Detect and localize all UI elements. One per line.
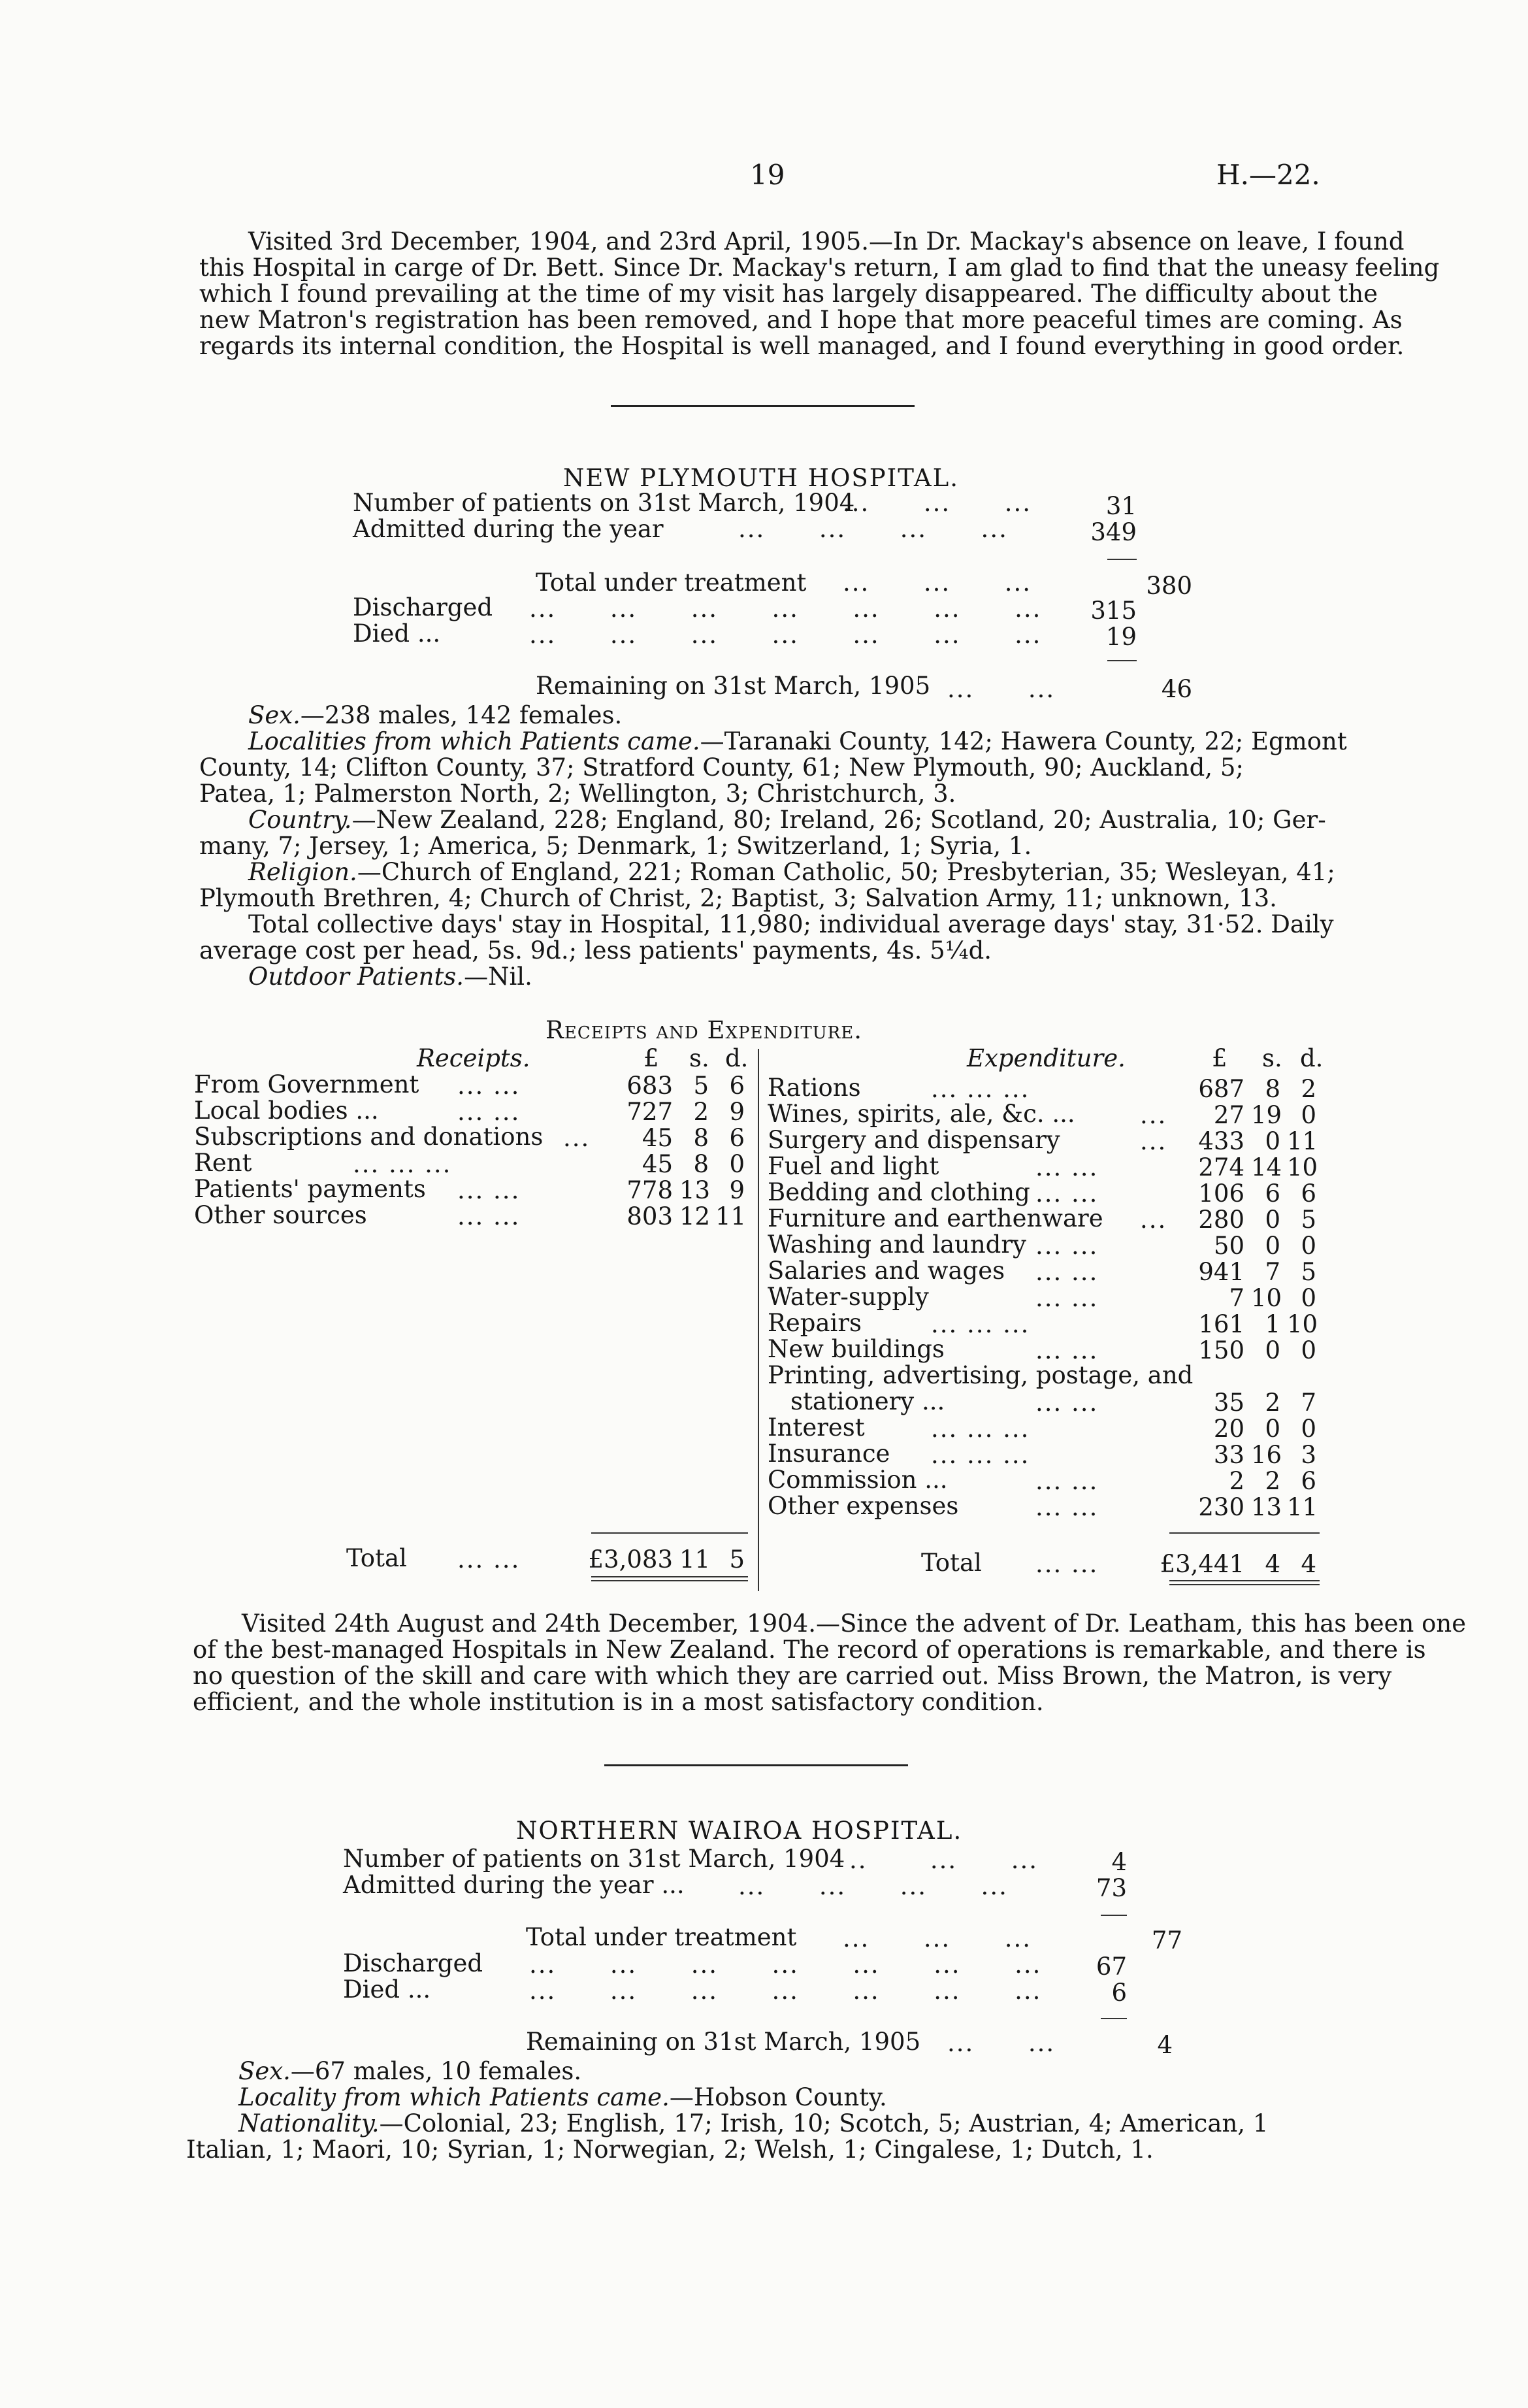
receipts-double-rule (591, 1576, 748, 1577)
detail-line: Italian, 1; Maori, 10; Syrian, 1; Norwegian, 2; Welsh, 1; Cingalese, 1; Dutch, 1. (186, 2136, 1154, 2164)
stat-value: 6 (1111, 1979, 1127, 2007)
column-divider (758, 1049, 759, 1591)
receipt-label: Patients' payments (194, 1175, 426, 1203)
receipt-dots: ... ... (457, 1098, 521, 1126)
receipt-shillings: 12 (679, 1202, 711, 1230)
detail-nationality-label: Nationality. (238, 2109, 380, 2137)
expenditure-total-pounds: £3,441 (1160, 1550, 1244, 1578)
detail-sex-label: Sex. (248, 701, 301, 729)
sum-rule (1107, 559, 1137, 560)
detail-country-label: Country. (248, 806, 352, 834)
receipt-shillings: 8 (693, 1124, 709, 1152)
expenditure-pence: 5 (1301, 1206, 1316, 1234)
expenditure-pounds: 941 (1198, 1258, 1244, 1286)
receipt-dots: ... ... (457, 1176, 521, 1204)
expenditure-total-label: Total (921, 1549, 982, 1577)
receipt-label: Rent (194, 1149, 252, 1177)
receipts-header: Receipts. (417, 1044, 530, 1072)
stat-value: 19 (1105, 623, 1137, 651)
expenditure-pounds: 150 (1198, 1336, 1244, 1364)
expenditure-pounds: 230 (1198, 1493, 1244, 1521)
col-shillings: s. (1262, 1044, 1282, 1072)
expenditure-total-dots: ... ... (1035, 1550, 1099, 1578)
receipt-pounds: 778 (626, 1176, 673, 1204)
col-pence: d. (725, 1044, 749, 1072)
receipt-dots: ... ... (457, 1202, 521, 1230)
stat-label: Discharged (353, 593, 493, 621)
receipt-dots: ... (563, 1124, 591, 1152)
detail-religion-text: —Church of England, 221; Roman Catholic, 50; Presbyterian, 35; Wesleyan, 41; (357, 858, 1335, 886)
expenditure-shillings: 7 (1265, 1258, 1280, 1286)
col-pounds: £ (643, 1044, 659, 1072)
expenditure-pounds: 35 (1213, 1389, 1244, 1417)
expenditure-dots: ... ... (1035, 1467, 1099, 1495)
detail-locality (238, 2085, 887, 2111)
stat-label: Admitted during the year ... (343, 1871, 685, 1899)
stat-label: Number of patients on 31st March, 1904 (343, 1845, 845, 1873)
stat-total: 380 (1146, 572, 1192, 600)
expenditure-shillings: 0 (1265, 1232, 1280, 1260)
expenditure-pence: 0 (1301, 1101, 1316, 1129)
receipts-total-shillings: 11 (679, 1545, 711, 1574)
detail-religion-label: Religion. (248, 858, 357, 886)
detail-line: average cost per head, 5s. 9d.; less patients' payments, 4s. 5¼d. (199, 936, 992, 965)
expenditure-dots: ... (1140, 1101, 1167, 1129)
expenditure-total-rule (1169, 1532, 1320, 1534)
expenditure-shillings: 19 (1251, 1101, 1282, 1129)
detail-sex-text: —238 males, 142 females. (300, 701, 623, 729)
detail-nationality-text: —Colonial, 23; English, 17; Irish, 10; Scotch, 5; Austrian, 4; American, 1 (379, 2109, 1269, 2137)
receipt-pence: 6 (729, 1072, 745, 1100)
visit-line: no question of the skill and care with which they are carried out. Miss Brown, the Matron, is very (193, 1662, 1392, 1690)
detail-outdoor-text: —Nil. (464, 963, 532, 991)
receipt-label: From Government (194, 1070, 419, 1098)
visit-line: of the best-managed Hospitals in New Zealand. The record of operations is remarkable, and there is (193, 1636, 1426, 1664)
detail-outdoor-label: Outdoor Patients. (248, 963, 464, 991)
expenditure-shillings: 8 (1265, 1075, 1280, 1103)
receipts-double-rule (591, 1580, 748, 1581)
expenditure-pounds: 433 (1198, 1127, 1244, 1155)
stat-label: Total under treatment (536, 569, 807, 597)
expenditure-pence: 0 (1301, 1336, 1316, 1364)
expenditure-double-rule (1169, 1584, 1320, 1585)
expenditure-dots: ... ... (1035, 1232, 1099, 1260)
stat-total: 46 (1161, 675, 1192, 703)
expenditure-total-pence: 4 (1301, 1550, 1316, 1578)
stat-label: Remaining on 31st March, 1905 (536, 672, 931, 700)
col-pence: d. (1300, 1044, 1324, 1072)
stat-dots: ... ... (947, 2029, 1056, 2057)
stat-dots: ... ... ... ... ... ... ... (529, 1951, 1042, 1979)
expenditure-dots: ... (1140, 1127, 1167, 1155)
receipt-pence: 6 (729, 1124, 745, 1152)
expenditure-pounds: 687 (1198, 1075, 1244, 1103)
receipt-shillings: 13 (679, 1176, 711, 1204)
receipt-label: Subscriptions and donations (194, 1123, 544, 1151)
expenditure-shillings: 13 (1251, 1493, 1282, 1521)
intro-line: which I found prevailing at the time of my visit has largely disappeared. The difficulty about the (199, 280, 1378, 308)
expenditure-label: Bedding and clothing (768, 1178, 1030, 1206)
expenditure-dots: ... ... ... (931, 1310, 1030, 1338)
intro-line: new Matron's registration has been removed, and I hope that more peaceful times are coming. As (199, 306, 1403, 334)
sum-rule (1101, 1915, 1127, 1916)
section-divider (604, 1764, 908, 1766)
receipt-pounds: 683 (626, 1072, 673, 1100)
stat-label: Died ... (343, 1975, 431, 2004)
expenditure-total-shillings: 4 (1265, 1550, 1280, 1578)
expenditure-pounds: 106 (1198, 1179, 1244, 1208)
expenditure-pence: 7 (1301, 1389, 1316, 1417)
expenditure-shillings: 10 (1251, 1284, 1282, 1312)
receipt-dots: ... ... (457, 1072, 521, 1100)
expenditure-dots: ... ... (1035, 1493, 1099, 1521)
stat-label: Total under treatment (526, 1923, 797, 1951)
receipt-pounds: 803 (626, 1202, 673, 1230)
detail-sex (238, 2058, 581, 2085)
page-reference: H.—22. (1216, 159, 1320, 191)
expenditure-label: Commission ... (768, 1466, 948, 1494)
stat-value: 349 (1090, 518, 1137, 546)
expenditure-pounds: 2 (1229, 1467, 1244, 1495)
section-title-new-plymouth: NEW PLYMOUTH HOSPITAL. (563, 464, 959, 492)
expenditure-label: Furniture and earthenware (768, 1204, 1103, 1232)
expenditure-pounds: 27 (1213, 1101, 1244, 1129)
expenditure-label: Wines, spirits, ale, &c. ... (768, 1100, 1075, 1128)
expenditure-shillings: 1 (1265, 1310, 1280, 1338)
stat-label: Died ... (353, 619, 441, 648)
expenditure-pounds: 274 (1198, 1153, 1244, 1181)
expenditure-dots: ... ... (1035, 1389, 1099, 1417)
expenditure-dots: ... ... ... (931, 1441, 1030, 1469)
expenditure-pence: 6 (1301, 1467, 1316, 1495)
detail-sex-label: Sex. (238, 2057, 291, 2085)
expenditure-pence: 0 (1301, 1232, 1316, 1260)
section-divider (611, 405, 915, 407)
stat-label: Admitted during the year (353, 515, 664, 543)
expenditure-label: Repairs (768, 1309, 862, 1337)
detail-line: many, 7; Jersey, 1; America, 5; Denmark, 1; Switzerland, 1; Syria, 1. (199, 832, 1032, 860)
expenditure-shillings: 16 (1251, 1441, 1282, 1469)
expenditure-shillings: 0 (1265, 1206, 1280, 1234)
stat-dots: .. ... ... (849, 1846, 1038, 1874)
expenditure-label: Other expenses (768, 1492, 959, 1520)
receipts-total-pounds: £3,083 (588, 1545, 673, 1574)
intro-line: Visited 3rd December, 1904, and 23rd April, 1905.—In Dr. Mackay's absence on leave, I found (248, 227, 1405, 256)
stat-total: 4 (1157, 2031, 1173, 2059)
detail-line: County, 14; Clifton County, 37; Stratford County, 61; New Plymouth, 90; Auckland, 5; (199, 753, 1244, 782)
stat-total: 77 (1151, 1926, 1182, 1954)
receipt-pence: 9 (729, 1176, 745, 1204)
detail-outdoor (248, 964, 532, 990)
expenditure-shillings: 2 (1265, 1467, 1280, 1495)
expenditure-pounds: 33 (1213, 1441, 1244, 1469)
receipt-dots: ... ... ... (353, 1150, 452, 1178)
expenditure-pence: 11 (1287, 1127, 1318, 1155)
expenditure-label: Washing and laundry (768, 1230, 1026, 1259)
stat-dots: ... ... ... ... ... ... ... (529, 621, 1042, 649)
receipt-pounds: 45 (642, 1124, 673, 1152)
stat-value: 67 (1096, 1953, 1127, 1981)
expenditure-label: Insurance (768, 1440, 890, 1468)
expenditure-pence: 11 (1287, 1493, 1318, 1521)
stat-dots: ... ... ... (843, 1924, 1032, 1953)
receipt-pence: 9 (729, 1098, 745, 1126)
expenditure-double-rule (1169, 1580, 1320, 1581)
sum-rule (1101, 2018, 1127, 2019)
stat-label: Remaining on 31st March, 1905 (526, 2028, 921, 2056)
expenditure-label: Rations (768, 1074, 861, 1102)
expenditure-pence: 3 (1301, 1441, 1316, 1469)
expenditure-pence: 0 (1301, 1415, 1316, 1443)
expenditure-label: Fuel and light (768, 1152, 939, 1180)
receipt-pence: 0 (729, 1150, 745, 1178)
receipts-total-rule (591, 1532, 748, 1534)
detail-localities-text: —Taranaki County, 142; Hawera County, 22; Egmont (700, 727, 1347, 755)
expenditure-dots: ... ... (1035, 1284, 1099, 1312)
expenditure-pounds: 7 (1229, 1284, 1244, 1312)
section-title-northern-wairoa: NORTHERN WAIROA HOSPITAL. (516, 1817, 963, 1845)
detail-nationality (238, 2111, 1268, 2137)
receipt-label: Local bodies ... (194, 1097, 379, 1125)
receipt-shillings: 2 (693, 1098, 709, 1126)
expenditure-label: Salaries and wages (768, 1257, 1005, 1285)
detail-line: Patea, 1; Palmerston North, 2; Wellington, 3; Christchurch, 3. (199, 780, 956, 808)
expenditure-dots: ... ... (1035, 1258, 1099, 1286)
intro-line: regards its internal condition, the Hospital is well managed, and I found everything in good order. (199, 332, 1405, 360)
expenditure-pounds: 161 (1198, 1310, 1244, 1338)
detail-locality-label: Locality from which Patients came. (238, 2083, 670, 2111)
receipt-shillings: 5 (693, 1072, 709, 1100)
expenditure-pence: 0 (1301, 1284, 1316, 1312)
stat-dots: ... ... (947, 675, 1056, 703)
expenditure-pence: 6 (1301, 1179, 1316, 1208)
expenditure-shillings: 0 (1265, 1127, 1280, 1155)
stat-value: 4 (1111, 1848, 1127, 1876)
stat-value: 31 (1105, 492, 1137, 520)
expenditure-shillings: 14 (1251, 1153, 1282, 1181)
col-pounds: £ (1212, 1044, 1227, 1072)
stat-dots: ... ... ... (843, 569, 1032, 597)
stat-dots: ... ... ... ... ... ... ... (529, 595, 1042, 623)
stat-dots: ... ... ... ... (738, 515, 1008, 543)
expenditure-pounds: 20 (1213, 1415, 1244, 1443)
detail-localities-label: Localities from which Patients came. (248, 727, 700, 755)
stat-value: 73 (1096, 1874, 1127, 1902)
intro-line: this Hospital in carge of Dr. Bett. Since Dr. Mackay's return, I am glad to find that the uneasy feeling (199, 254, 1440, 282)
detail-stay: Total collective days' stay in Hospital, 11,980; individual average days' stay, 31·52. Daily (248, 910, 1334, 938)
expenditure-label: Printing, advertising, postage, and (768, 1361, 1194, 1389)
expenditure-shillings: 0 (1265, 1336, 1280, 1364)
receipt-pounds: 45 (642, 1150, 673, 1178)
expenditure-pence: 2 (1301, 1075, 1316, 1103)
expenditure-label: Water-supply (768, 1283, 929, 1311)
expenditure-dots: ... (1140, 1206, 1167, 1234)
visit-line: Visited 24th August and 24th December, 1904.—Since the advent of Dr. Leatham, this has been one (242, 1609, 1467, 1638)
expenditure-pence: 10 (1287, 1153, 1318, 1181)
col-shillings: s. (689, 1044, 709, 1072)
detail-line: Plymouth Brethren, 4; Church of Christ, 2; Baptist, 3; Salvation Army, 11; unknown, 13. (199, 884, 1277, 912)
stat-dots: ... ... ... ... (738, 1872, 1008, 1900)
expenditure-shillings: 6 (1265, 1179, 1280, 1208)
expenditure-pence: 10 (1287, 1310, 1318, 1338)
receipt-shillings: 8 (693, 1150, 709, 1178)
expenditure-shillings: 0 (1265, 1415, 1280, 1443)
detail-sex-text: —67 males, 10 females. (290, 2057, 582, 2085)
expenditure-pounds: 280 (1198, 1206, 1244, 1234)
detail-country (248, 807, 1326, 833)
detail-localities (248, 729, 1347, 755)
receipt-pounds: 727 (626, 1098, 673, 1126)
detail-religion (248, 859, 1335, 885)
stat-label: Discharged (343, 1949, 483, 1977)
receipts-total-label: Total (346, 1544, 407, 1572)
expenditure-header: Expenditure. (967, 1044, 1126, 1072)
expenditure-label: stationery ... (790, 1387, 945, 1415)
expenditure-pence: 5 (1301, 1258, 1316, 1286)
detail-country-text: —New Zealand, 228; England, 80; Ireland, 26; Scotland, 20; Australia, 10; Ger- (351, 806, 1326, 834)
expenditure-shillings: 2 (1265, 1389, 1280, 1417)
sum-rule (1107, 660, 1137, 661)
expenditure-pounds: 50 (1213, 1232, 1244, 1260)
page-number: 19 (750, 159, 785, 191)
expenditure-dots: ... ... (1035, 1336, 1099, 1364)
receipts-total-dots: ... ... (457, 1545, 521, 1574)
expenditure-dots: ... ... ... (931, 1075, 1030, 1103)
expenditure-dots: ... ... (1035, 1153, 1099, 1181)
stat-dots: ... ... ... ... ... ... ... (529, 1977, 1042, 2005)
stat-value: 315 (1090, 597, 1137, 625)
expenditure-dots: ... ... ... (931, 1415, 1030, 1443)
expenditure-label: Surgery and dispensary (768, 1126, 1060, 1154)
visit-line: efficient, and the whole institution is in a most satisfactory condition. (193, 1688, 1044, 1716)
detail-locality-text: —Hobson County. (669, 2083, 887, 2111)
accounts-heading: Receipts and Expenditure. (545, 1016, 862, 1044)
stat-dots: ... ... ... (843, 489, 1032, 517)
expenditure-label: New buildings (768, 1335, 945, 1363)
receipts-total-pence: 5 (729, 1545, 745, 1574)
expenditure-dots: ... ... (1035, 1179, 1099, 1208)
detail-sex (248, 702, 622, 729)
stat-label: Number of patients on 31st March, 1904 (353, 489, 855, 517)
receipt-pence: 11 (715, 1202, 747, 1230)
receipt-label: Other sources (194, 1201, 367, 1229)
expenditure-label: Interest (768, 1413, 865, 1442)
